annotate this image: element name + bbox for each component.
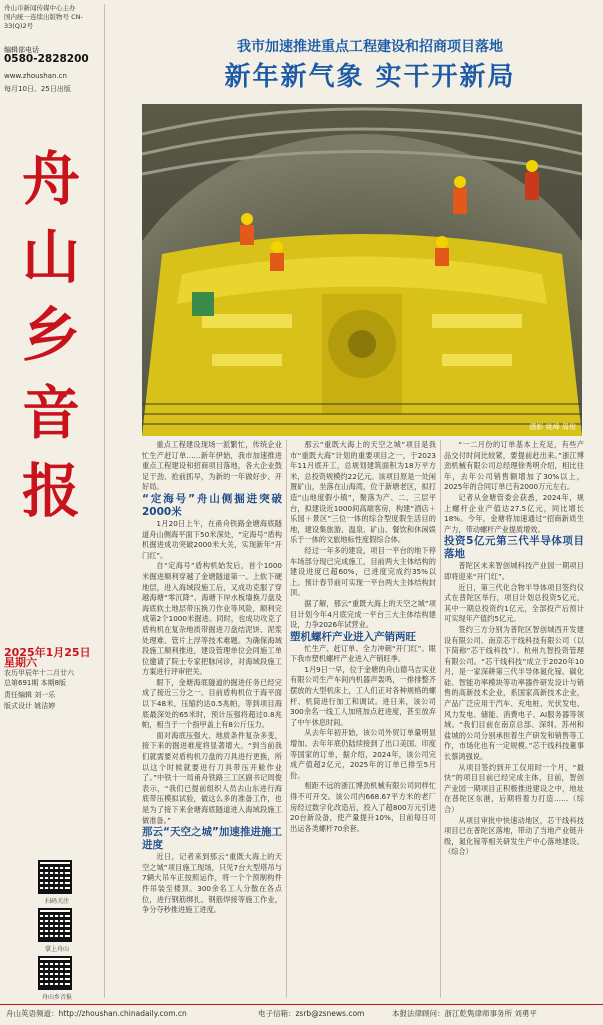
section-2-paragraph-4: 据了解，那云“重既大海上的天空之城”项目计划今年4月底完成一平台三大主体结构建设，力争2026年试营业。	[290, 598, 436, 630]
section-4-paragraph-1: 普陀区未来智创城科技产业园一期项目即将迎来“开门红”。	[444, 561, 584, 581]
column-divider-1	[286, 440, 287, 998]
section-2-title: 那云“天空之城”加速推进施工进度	[142, 826, 282, 852]
section-2-paragraph-2: 那云“重既大海上的天空之城”项目是我市“重既大海”计划的重要项目之一，于2023年11月底开工，总规划建筑面积为18万平方米，总投资规模约22亿元。该项目原是一处闲置矿山，坐落在山海湾，位于新塘老区，拟打造“山地度假小镇”，聚落为产、二、三层平台，拟建设近1000间高端客房，构建“酒店＋乐园＋景区”三位一体的综合型度假生活目的地，建设集旅游、温泉、矿山、餐饮和休闲娱乐于一体的文旅地标性度假综合体。	[290, 440, 436, 545]
section-3-paragraph-4: 相距不远的浙江博劲机械有限公司同样忙得不可开交。该公司内668.67平方米的老厂房经过数字化改造后，投入了超800万元引进20台新设备，使产量提升10%，目前每日可出运各类螺杆70余套。	[290, 781, 436, 833]
section-1-paragraph-1: 1月20日上午，在甬舟铁路金塘海底隧道舟山侧海平面下50米深处，“定海号”盾构机掘进成功突破2000米大关，实现新年“开门红”。	[142, 518, 282, 560]
lead-headline: 新年新气象 实干开新局	[224, 62, 516, 92]
editors-block	[4, 690, 98, 712]
schedule: 每月10日、25日出版	[4, 85, 71, 93]
section-3-paragraph-1: 忙生产、赶订单、全力冲刺“开门红”。眼下我市塑机螺杆产业进入产销旺季。	[290, 643, 436, 664]
section-1-paragraph-4: 面对海底压强大、地质条件复杂多变，接下来的掘进难度将显著增大。“到当前我们就需要对盾构机刀盘的刀具进行更换，所以这个时候就要进行刀具带压开舱作业了。”中铁十一局甬舟铁路三工区副书记周俊表示，“我们已提前组织人员去山东进行海底带压模拟试验，做这么多的准备工作，也是为了接下来金塘海底隧道进入海域段施工做准备。”	[142, 730, 282, 825]
qr-label-1: 扫码关注	[44, 898, 69, 905]
page-footer	[0, 1004, 603, 1025]
issue-date: 2025年1月25日 星期六	[4, 646, 91, 669]
article-column-2	[290, 440, 436, 998]
publisher-info	[4, 4, 98, 31]
section-4-paragraph-4: 从项目签约到开工仅用时一个月，“最快”的项目目前已经完成主体，目前，智创产业园一期项目正积极推进建设之中，地址在普陀区东港，后期将着力打造……（综合）	[444, 762, 584, 814]
section-1-paragraph-3: 眼下，金塘海底隧道的掘进任务已经完成了接近三分之一。目前盾构机位于海平面以下48米，压缩约达0.5兆帕，等到项目海底最深处的65米时，预计压强将超过0.8兆帕，相当于一个指甲盖上有8公斤压力。	[142, 677, 282, 730]
section-4-title: 投资5亿元第三代半导体项目落地	[444, 535, 584, 561]
tunnel-boring-machine-illustration	[142, 104, 582, 436]
footer-email[interactable]: 电子信箱：zsrb@zsnews.com	[258, 1009, 365, 1018]
section-3-paragraph-3: 从去年年初开始，该公司外贸订单量明显增加。去年年底仍陆续接到了出口美国、印度等国家的订单，据介绍，2024年，该公司完成产值超2亿元，2025年的订单已排至5月份。	[290, 728, 436, 780]
section-3-paragraph-6: 记者从金塘管委会获悉，2024年，规上螺杆企业产值达27.5亿元，同比增长18%。今年，金塘将加速通过“招商新质生产力，带动螺杆产业提质增效。	[444, 492, 584, 534]
editor: 责任编辑 刘一乐	[4, 691, 56, 699]
section-1-title: “定海号”舟山侧掘进突破2000米	[142, 492, 282, 518]
footer-english-channel[interactable]: 舟山英语频道：http://zhoushan.chinadaily.com.cn	[6, 1009, 187, 1018]
qr-code-1[interactable]	[38, 860, 72, 894]
phone-label: 编辑部电话	[4, 46, 39, 54]
intro-paragraph: 重点工程建设现场一派繁忙，传统企业忙生产赶订单……新年伊始，我市加速推进重点工程建设和招商项目落地，各大企业鼓足干劲、抢前抓早，为新的一年做好步、开好局。	[142, 440, 282, 492]
section-2-paragraph-3: 经过一年多的建设，项目一平台的地下停车场部分现已完成施工，目前两大主体结构的建设进度已超60%，已进度完成约35%以上。预计春节前可实现一平台两大主体结构封顶。	[290, 545, 436, 598]
qr-code-3[interactable]	[38, 956, 72, 990]
section-2-paragraph-1: 近日，记者来到那云“重既大海上的天空之城”项目施工现场，只见7台大型塔吊与7辆大吊车正按照运作，将一个个预制构件件吊装至楼顶。300余名工人分散在各点位，进行钢筋绑扎、钢筋焊接等施工作业，争分夺秒推进施工进度。	[142, 852, 282, 915]
qr-label-2: 掌上舟山	[44, 946, 69, 953]
date-block	[4, 648, 98, 688]
section-3-paragraph-2: 1月9日一早，位于金塘的舟山德马吉实业有限公司生产车间内机器声轰鸣，一排排整齐摆放的大型机床上，工人们正对各种规格的螺杆、机筒进行加工和调试。进日来，该公司300余名一线工人加班加点赶进度，甚至放弃了中午休息时间。	[290, 664, 436, 727]
masthead	[0, 0, 100, 1000]
section-4-paragraph-2: 近日，第三代化合物半导体项目签约仪式在普陀区举行，项目计划总投资5亿元，其中一期总投资约1亿元，全部投产后预计可实现年产值约5亿元。	[444, 582, 584, 624]
registration: 国内统一连续出版物号 CN-33(Q)2号	[4, 13, 83, 30]
section-4-paragraph-5: 从项目审批中快速动地区，芯干线科技项目已在普陀区落地，带动了当地产业链升级，氮化镓等相关研发生产中心落地建设。（综合）	[444, 815, 584, 857]
lead-photo	[142, 104, 582, 436]
publisher: 舟山市新闻传媒中心主办	[4, 4, 76, 12]
website[interactable]: www.zhoushan.cn	[4, 72, 67, 80]
section-3-paragraph-5: “一二月份的订单基本上充足，有些产品交付时间比较紧，要提前赶出来。”浙江博劲机械有限公司总经理徐秀明介绍，相比往年，去年公司销售额增加了30%以上，2025年的合同订单已有2000万元左右。	[444, 440, 584, 492]
column-divider-2	[440, 440, 441, 998]
qr-code-2[interactable]	[38, 908, 72, 942]
newspaper-logo: 舟山乡音报	[21, 145, 80, 525]
footer-legal-advisor: 本报法律顾问：浙江乾隽律师事务所 刘勇平	[392, 1009, 537, 1018]
article-column-1	[142, 440, 282, 998]
masthead-divider	[104, 4, 105, 998]
section-3-title: 塑机螺杆产业进入产销两旺	[290, 630, 416, 643]
lead-kicker: 我市加速推进重点工程建设和招商项目落地	[237, 39, 503, 55]
phone-number: 0580-2828200	[4, 53, 89, 65]
article-column-3	[444, 440, 584, 998]
photo-credit: 摄影 姚峰 周俊	[529, 423, 576, 431]
qr-label-3: 舟山乡音报	[41, 994, 72, 1001]
section-1-paragraph-2: 自“定海号”盾构机始发后，首个1000米掘进顺利穿越了金塘隧道第一、上软下硬地层，进入海域段施工后，又成功克服了穿越海塘“零沉降”、海塘下岸水板墙换刀盘及海底软土地层带压换刀作业等风险，顺利完成第2个1000米掘进。同时，也成功攻克了盾构机在复杂地质带掘进刀盘结泥饼、泥浆处理难、管片上浮等技术难题。为确保海域段施工顺利推进，建设管理单位会同施工单位邀请了院士专家把脉问诊，对海域段施工方案进行评审把关。	[142, 561, 282, 677]
section-4-paragraph-3: 签约三方分别为普陀区智创城西开发建设有限公司、南京芯干线科技有限公司（以下简称“芯干线科技”）、杭州九智投资管理有限公司。“芯干线科技”成立于2020年10月，是一家深耕第三代半导体氮化镓、碳化硅、智能功率模块等功率器件研发设计与销售的高新技术企业，系国家高新技术企业，产品广泛应用于汽车、充电桩、光伏发电、风力发电、储能、消费电子、AI服务器等领域。“我们目前在南京总部、深圳、苏州和盐城的公司分别承担着生产研发和销售等工作，市场化也有一定规模。”芯干线科技董事长蔡鸿强说。	[444, 624, 584, 762]
lunar-date: 农历甲辰年十二月廿六	[4, 669, 74, 677]
issue-number: 总第691期 本期8版	[4, 679, 67, 687]
phone-block	[4, 46, 98, 64]
designer: 版式设计 姚洁婷	[4, 702, 56, 710]
